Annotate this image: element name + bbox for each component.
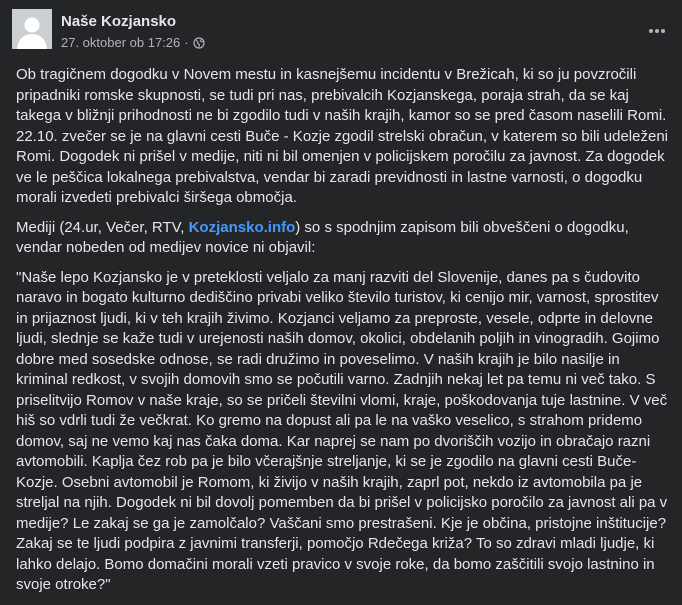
post-paragraph: Ob tragičnem dogodku v Novem mestu in kasnejšemu incidentu v Brežicah, ki so ju povzročili pripadniki romske skupnosti, se tudi pri nas, prebivalcih Kozjanskega, poraja strah, da se kaj takega v bližnji prihodnosti ne bi zgodilo tudi v naših krajih, kamor so se pred časom naselili Romi. 22.10. zvečer se je na glavni cesti Buče - Kozje zgodil strelski obračun, v katerem so bili udeleženi Romi. Dogodek ni prišel v medije, niti ni bil omenjen v policijskem poročilu za javnost. Za dogodek ve le peščica lokalnega prebivalstva, vendar bi zaradi previdnosti in lastne varnosti, o dogodku morali izvedeti prebivalci širšega območja. bbox=[16, 66, 668, 206]
kozjansko-info-link[interactable]: Kozjansko.info bbox=[188, 218, 296, 236]
avatar-placeholder-icon bbox=[12, 9, 52, 49]
more-options-button[interactable] bbox=[642, 16, 672, 46]
post-paragraph-quote: "Naše lepo Kozjansko je v preteklosti veljalo za manj razviti del Slovenije, danes pa s čudovito naravo in bogato kulturno dediščino privabi veliko število turistov, ki cenijo mir, varnost, sprostitev in prijaznost ljudi, ki v teh krajih živimo. Kozjanci veljamo za preproste, vesele, odprte in delovne ljudi, slednje se kaže tudi v urejenosti naših domov, okolici, obdelanih poljih in vinogradih. Gojimo dobre med sosedske odnose, se radi družimo in poveselimo. V naših krajih je bilo nasilje in kriminal redkost, v svojih domovih smo se počutili varno. Zadnjih nekaj let pa temu ni več tako. S priselitvijo Romov v naše kraje, so se pričeli številni vlomi, kraje, poškodovanja tuje lastnine. V več hiš so vdrli tudi že večkrat. Ko gremo na dopust ali pa le na vaško veselico, s strahom pridemo domov, saj ne vemo kaj nas čaka doma. Kar naprej se nam po dvoriščih vozijo in obračajo razni avtomobili. Kaplja čez rob pa je bilo včerajšnje streljanje, ki se je zgodilo na glavni cesti Buče-Kozje. Osebni avtomobil je Romom, ki živijo v naših krajih, zaprl pot, nekdo iz avtomobila pa je streljal na njih. Dogodek ni bil dovolj pomemben da bi prišel v policijsko poročilo za javnost ali pa v medije? Le zakaj se ga je zamolčalo? Vaščani smo prestrašeni. Kje je občina, pristojne inštitucije? Zakaj se te ljudi podpira z javnimi transferji, pomočjo Rdečega križa? To so zdravi mladi ljudje, ki lahko delajo. Bomo domačini morali vzeti pravico v svoje roke, da bomo zaščitili svojo lastnino in svoje otroke?" bbox=[16, 268, 668, 593]
post-paragraph bbox=[16, 218, 668, 259]
more-options-icon bbox=[648, 28, 666, 34]
post-timestamp[interactable]: 27. oktober ob 17:26 bbox=[61, 35, 181, 50]
globe-icon[interactable] bbox=[193, 37, 205, 49]
avatar[interactable] bbox=[12, 9, 52, 49]
paragraph-text: ) so s spodnjim zapisom bili obveščeni o dogodku, vendar nobeden od medijev novice ni objavil: bbox=[16, 218, 629, 256]
post-body bbox=[16, 65, 668, 605]
post-meta bbox=[61, 35, 205, 51]
meta-separator: · bbox=[184, 35, 189, 50]
post-author[interactable]: Naše Kozjansko bbox=[61, 13, 177, 30]
paragraph-text: Mediji (24.ur, Večer, RTV, bbox=[16, 218, 189, 236]
